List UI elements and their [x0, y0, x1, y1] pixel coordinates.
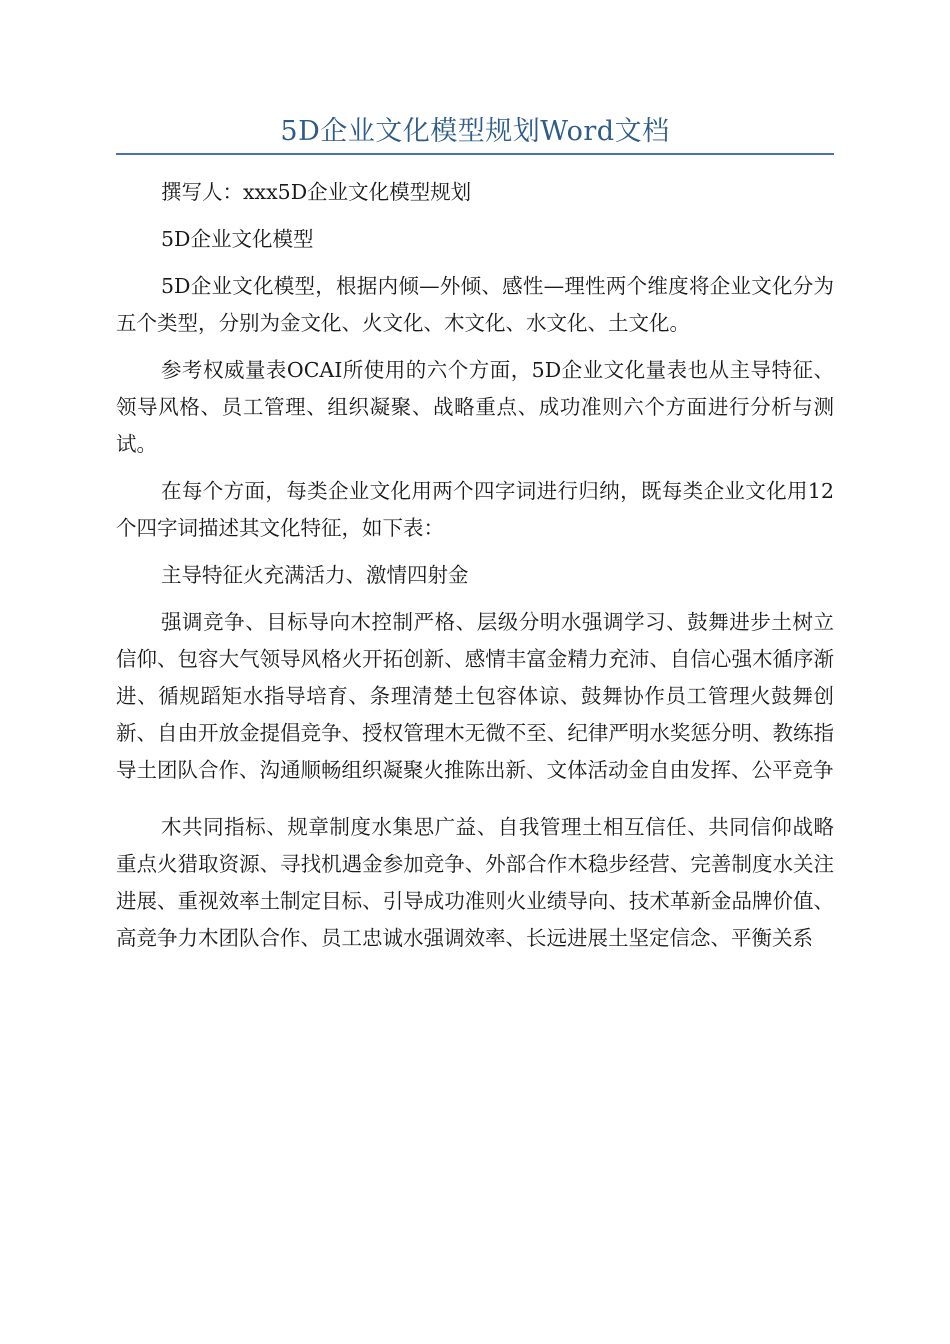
- author-line: 撰写人：xxx5D企业文化模型规划: [161, 180, 472, 204]
- section-heading: 5D企业文化模型: [161, 227, 314, 251]
- body-paragraph: 参考权威量表OCAI所使用的六个方面，5D企业文化量表也从主导特征、领导风格、员工管理、组织凝聚、战略重点、成功准则六个方面进行分析与测试。: [116, 358, 834, 456]
- body-paragraph: 木共同指标、规章制度水集思广益、自我管理土相互信任、共同信仰战略重点火猎取资源、寻找机遇金参加竞争、外部合作木稳步经营、完善制度水关注进展、重视效率土制定目标、引导成功准则火业绩导向、技术革新金品牌价值、高竞争力木团队合作、员工忠诚水强调效率、长远进展土坚定信念、平衡关系: [116, 815, 834, 950]
- body-paragraph: 在每个方面，每类企业文化用两个四字词进行归纳，既每类企业文化用12个四字词描述其文化特征，如下表：: [116, 479, 834, 540]
- body-paragraph: 强调竞争、目标导向木控制严格、层级分明水强调学习、鼓舞进步土树立信仰、包容大气领导风格火开拓创新、感情丰富金精力充沛、自信心强木循序渐进、循规蹈矩水指导培育、条理清楚土包容体谅、鼓舞协作员工管理火鼓舞创新、自由开放金提倡竞争、授权管理木无微不至、纪律严明水奖惩分明、教练指导土团队合作、沟通顺畅组织凝聚火推陈出新、文体活动金自由发挥、公平竞争: [116, 610, 834, 782]
- body-paragraph: 主导特征火充满活力、激情四射金: [161, 563, 469, 587]
- title-underline: [116, 153, 834, 155]
- document-title: 5D企业文化模型规划Word文档: [280, 116, 670, 147]
- document-body: [116, 174, 834, 967]
- body-paragraph: 5D企业文化模型，根据内倾—外倾、感性—理性两个维度将企业文化分为五个类型，分别为金文化、火文化、木文化、水文化、土文化。: [116, 274, 834, 335]
